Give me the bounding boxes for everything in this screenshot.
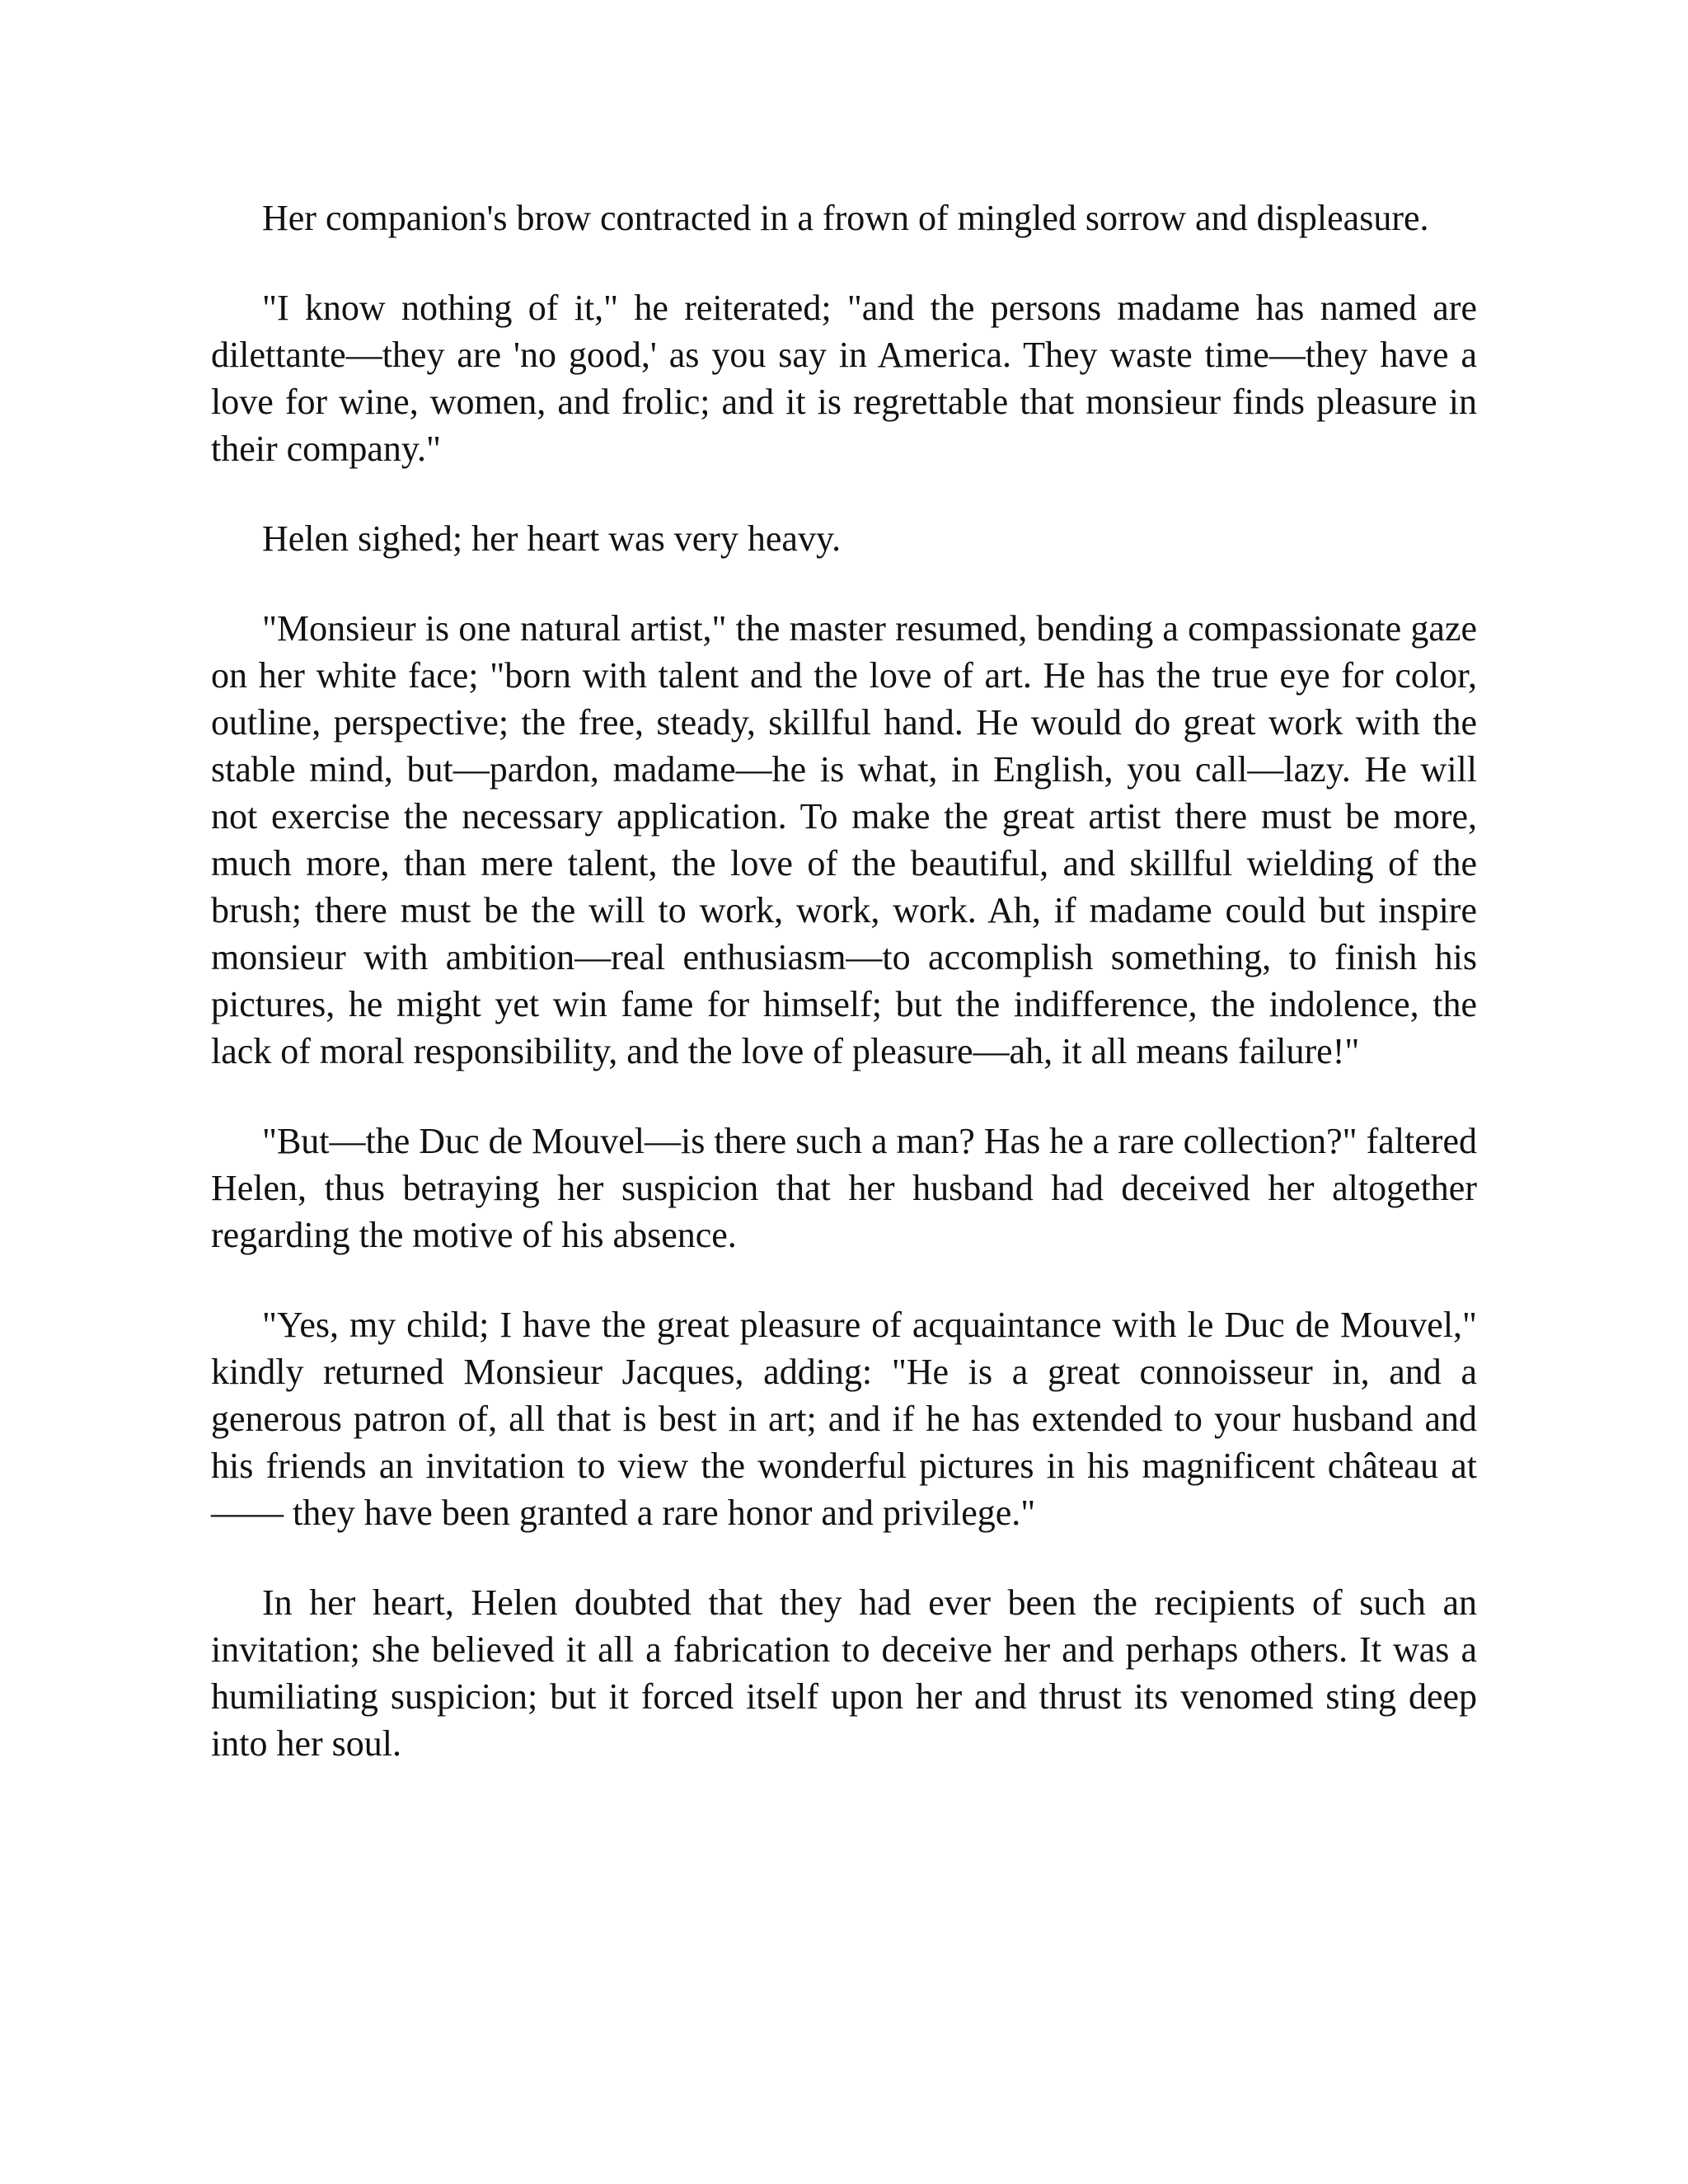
paragraph-7: In her heart, Helen doubted that they had ever been the recipients of such an invitation; she believed it all a fabrication to deceive her and perhaps others. It was a humiliating suspicion; but it forced itself upon her and thrust its venomed sting deep into her soul. — [211, 1582, 1477, 1764]
paragraph-3: Helen sighed; her heart was very heavy. — [262, 518, 842, 559]
paragraph-6: "Yes, my child; I have the great pleasure of acquaintance with le Duc de Mouvel," kindly returned Monsieur Jacques, adding: "He is a great connoisseur in, and a generous patron of, all that is best in art; and if he has extended to your husband and his friends an invitation to view the wonderful pictures in his magnificent château at —— they have been granted a rare honor and privilege." — [211, 1305, 1477, 1533]
paragraph-1: Her companion's brow contracted in a frown of mingled sorrow and displeasure. — [262, 198, 1429, 238]
paragraph-5: "But—the Duc de Mouvel—is there such a man? Has he a rare collection?" faltered Helen, thus betraying her suspicion that her husband had deceived her altogether regarding the motive of his absence. — [211, 1121, 1477, 1255]
paragraph-4: "Monsieur is one natural artist," the master resumed, bending a compassionate gaze on her white face; "born with talent and the love of art. He has the true eye for color, outline, perspective; the free, steady, skillful hand. He would do great work with the stable mind, but—pardon, madame—he is what, in English, you call—lazy. He will not exercise the necessary application. To make the great artist there must be more, much more, than mere talent, the love of the beautiful, and skillful wielding of the brush; there must be the will to work, work, work. Ah, if madame could but inspire monsieur with ambition—real enthusiasm—to accomplish something, to finish his pictures, he might yet win fame for himself; but the indifference, the indolence, the lack of moral responsibility, and the love of pleasure—ah, it all means failure!" — [211, 608, 1477, 1071]
page-text-block — [211, 194, 1477, 1810]
paragraph-2: "I know nothing of it," he reiterated; "and the persons madame has named are dilettante—they are 'no good,' as you say in America. They waste time—they have a love for wine, women, and frolic; and it is regrettable that monsieur finds pleasure in their company." — [211, 288, 1477, 469]
